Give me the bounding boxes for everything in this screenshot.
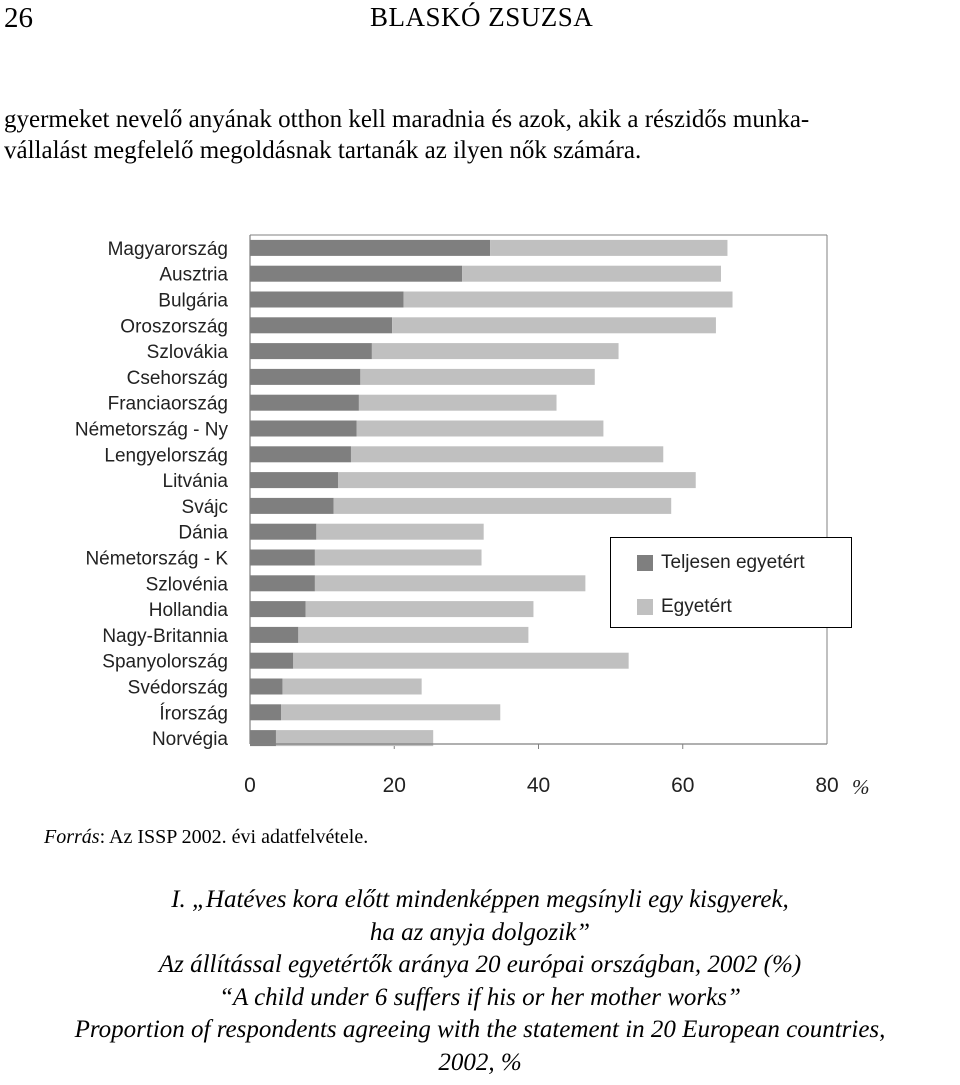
- intro-line: vállalást megfelelő megoldásnak tartanák az ilyen nők számára.: [4, 137, 642, 164]
- caption-line: Proportion of respondents agreeing with the statement in 20 European countries,: [74, 1016, 886, 1043]
- source-note: [44, 826, 368, 849]
- bar-strongly-agree: [250, 704, 281, 720]
- caption-line: Az állítással egyetértők aránya 20 európai országban, 2002 (%): [158, 951, 802, 978]
- legend-label: Egyetért: [661, 596, 732, 617]
- bar-strongly-agree: [250, 369, 360, 385]
- y-category-label: Lengyelország: [104, 445, 228, 467]
- x-tick-label: 0: [244, 774, 256, 797]
- bar-strongly-agree: [250, 679, 282, 695]
- y-category-label: Bulgária: [158, 290, 228, 312]
- y-category-label: Oroszország: [120, 316, 228, 338]
- y-category-label: Hollandia: [148, 600, 228, 622]
- y-category-label: Írország: [159, 703, 228, 725]
- bar-agree: [315, 550, 482, 566]
- legend-item-agree: [637, 596, 732, 618]
- page-number: 26: [4, 2, 33, 34]
- caption-line: “A child under 6 suffers if his or her mother works”: [219, 983, 741, 1011]
- bar-agree: [338, 472, 696, 488]
- stacked-bar-chart: [0, 220, 960, 810]
- bar-strongly-agree: [250, 601, 306, 617]
- bar-agree: [315, 575, 585, 591]
- y-category-label: Litvánia: [162, 471, 228, 493]
- bar-agree: [372, 343, 619, 359]
- bar-agree: [359, 395, 557, 411]
- legend-swatch-light: [637, 599, 653, 615]
- source-label: Forrás: [44, 826, 100, 848]
- x-tick-label: 40: [526, 774, 551, 797]
- bar-strongly-agree: [250, 498, 334, 514]
- bar-strongly-agree: [250, 292, 404, 308]
- bar-strongly-agree: [250, 343, 372, 359]
- source-text: : Az ISSP 2002. évi adatfelvétele.: [99, 826, 369, 848]
- x-tick-label: 20: [382, 774, 406, 797]
- y-category-label: Németország - Ny: [74, 419, 228, 441]
- figure-caption: [0, 884, 960, 1079]
- bar-strongly-agree: [250, 653, 293, 669]
- chart-legend: [610, 537, 852, 628]
- y-category-label: Norvégia: [151, 729, 228, 751]
- legend-swatch-dark: [637, 555, 653, 571]
- running-head-author: BLASKÓ ZSUZSA: [370, 2, 594, 32]
- bar-strongly-agree: [250, 266, 462, 282]
- legend-label: Teljesen egyetért: [661, 552, 805, 573]
- x-axis-unit-label: %: [852, 775, 870, 799]
- bar-strongly-agree: [250, 524, 316, 540]
- bar-agree: [282, 679, 421, 695]
- x-tick-label: 60: [671, 774, 695, 797]
- bar-agree: [293, 653, 628, 669]
- bar-agree: [392, 317, 716, 333]
- y-category-label: Dánia: [178, 522, 228, 544]
- y-category-label: Svájc: [181, 496, 228, 518]
- bar-agree: [357, 421, 604, 437]
- bar-agree: [351, 446, 663, 462]
- bar-strongly-agree: [250, 550, 315, 566]
- bar-agree: [306, 601, 534, 617]
- y-category-label: Csehország: [126, 367, 228, 389]
- bar-agree: [298, 627, 528, 643]
- x-tick-label: 80: [815, 774, 839, 797]
- y-category-label: Szlovénia: [145, 574, 228, 596]
- bar-strongly-agree: [250, 421, 357, 437]
- y-category-label: Spanyolország: [102, 651, 228, 673]
- bar-strongly-agree: [250, 627, 298, 643]
- y-category-label: Ausztria: [159, 264, 228, 286]
- legend-item-strongly-agree: [637, 552, 805, 574]
- bar-agree: [281, 704, 500, 720]
- y-category-label: Magyarország: [107, 238, 228, 260]
- y-category-label: Németország - K: [85, 548, 228, 570]
- intro-paragraph: [4, 104, 956, 166]
- bar-strongly-agree: [250, 472, 338, 488]
- bar-agree: [404, 292, 733, 308]
- bar-strongly-agree: [250, 240, 490, 256]
- y-category-label: Nagy-Britannia: [102, 625, 228, 647]
- caption-line: I. „Hatéves kora előtt mindenképpen megsínyli egy kisgyerek,: [171, 886, 789, 913]
- y-category-label: Franciaország: [107, 393, 228, 415]
- bar-agree: [316, 524, 483, 540]
- y-category-label: Szlovákia: [146, 342, 228, 364]
- intro-line: gyermeket nevelő anyának otthon kell maradnia és azok, akik a részidős munka-: [4, 106, 810, 133]
- bar-strongly-agree: [250, 317, 392, 333]
- caption-line: ha az anyja dolgozik”: [369, 918, 591, 946]
- bar-strongly-agree: [250, 446, 351, 462]
- bar-agree: [360, 369, 594, 385]
- bar-agree: [462, 266, 721, 282]
- bar-strongly-agree: [250, 395, 359, 411]
- caption-line: 2002, %: [438, 1048, 522, 1076]
- bar-agree: [334, 498, 672, 514]
- bar-strongly-agree: [250, 575, 315, 591]
- y-category-label: Svédország: [127, 677, 228, 699]
- bar-agree: [490, 240, 727, 256]
